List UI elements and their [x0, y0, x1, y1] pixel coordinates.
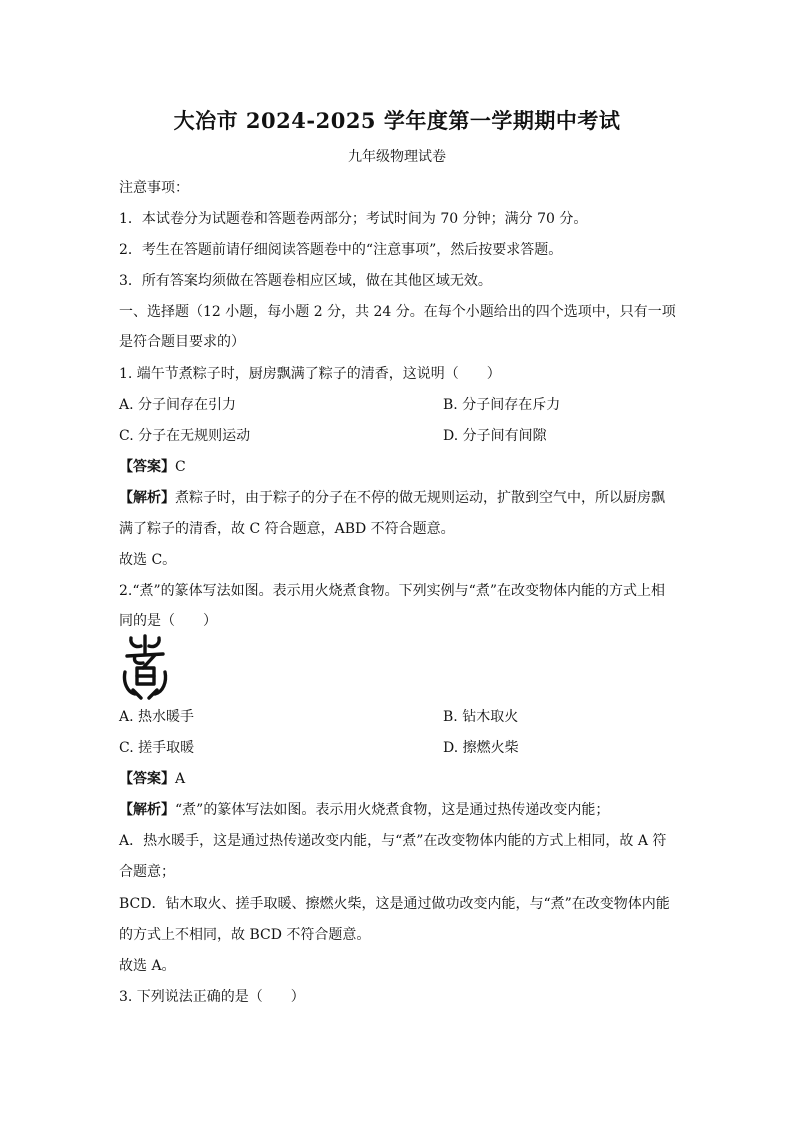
- analysis-text: “煮”的篆体写法如图。表示用火烧煮食物，这是通过热传递改变内能；: [175, 802, 610, 818]
- analysis-label: 【解析】: [119, 802, 175, 818]
- option-a: A. 热水暖手: [119, 709, 195, 725]
- analysis-text: A．热水暖手，这是通过热传递改变内能，与“煮”在改变物体内能的方式上相同，故 A 符: [119, 833, 667, 849]
- analysis-text: BCD．钻木取火、搓手取暖、擦燃火柴，这是通过做功改变内能，与“煮”在改变物体内能: [119, 896, 670, 912]
- notice-heading: 注意事项：: [119, 180, 189, 196]
- analysis-conclusion: 故选 C。: [119, 552, 177, 568]
- analysis-label: 【解析】: [119, 490, 175, 506]
- notice-item: 1．本试卷分为试题卷和答题卷两部分；考试时间为 70 分钟；满分 70 分。: [119, 211, 588, 227]
- answer-line: [119, 769, 679, 789]
- answer-label: 【答案】: [119, 771, 175, 787]
- seal-script-zhu-character-icon: [121, 634, 169, 700]
- option-c: C. 分子在无规则运动: [119, 428, 251, 444]
- question-stem: 3. 下列说法正确的是（ ）: [119, 989, 305, 1005]
- page-subtitle: 九年级物理试卷: [348, 149, 446, 165]
- option-a: A. 分子间存在引力: [119, 397, 237, 413]
- question-stem: 2.“煮”的篆体写法如图。表示用火烧煮食物。下列实例与“煮”在改变物体内能的方式上相: [119, 583, 665, 599]
- section-heading-cont: 是符合题目要求的）: [119, 334, 245, 350]
- notice-item: 2．考生在答题前请仔细阅读答题卷中的“注意事项”，然后按要求答题。: [119, 242, 563, 258]
- option-b: B. 分子间存在斥力: [443, 397, 561, 413]
- option-c: C. 搓手取暖: [119, 740, 195, 756]
- question-stem: 1. 端午节煮粽子时，厨房飘满了粽子的清香，这说明（ ）: [119, 366, 501, 382]
- answer-value: A: [175, 771, 186, 787]
- section-heading: 一、选择题（12 小题，每小题 2 分，共 24 分。在每个小题给出的四个选项中，只有一项: [119, 304, 676, 320]
- analysis-line: [119, 488, 679, 508]
- page-title: 大冶市 2024-2025 学年度第一学期期中考试: [173, 108, 621, 133]
- answer-line: [119, 457, 679, 477]
- analysis-conclusion: 故选 A。: [119, 958, 176, 974]
- answer-value: C: [175, 459, 186, 475]
- analysis-line: [119, 800, 679, 820]
- analysis-text: 的方式上不相同，故 BCD 不符合题意。: [119, 927, 371, 943]
- analysis-text: 满了粽子的清香，故 C 符合题意，ABD 不符合题意。: [119, 521, 455, 537]
- option-d: D. 分子间有间隙: [443, 428, 547, 444]
- option-b: B. 钻木取火: [443, 709, 519, 725]
- option-d: D. 擦燃火柴: [443, 740, 519, 756]
- analysis-text: 合题意；: [119, 864, 175, 880]
- notice-item: 3．所有答案均须做在答题卷相应区域，做在其他区域无效。: [119, 273, 492, 289]
- analysis-text: 煮粽子时，由于粽子的分子在不停的做无规则运动，扩散到空气中，所以厨房飘: [175, 490, 665, 506]
- answer-label: 【答案】: [119, 459, 175, 475]
- question-stem-cont: 同的是（ ）: [119, 613, 217, 629]
